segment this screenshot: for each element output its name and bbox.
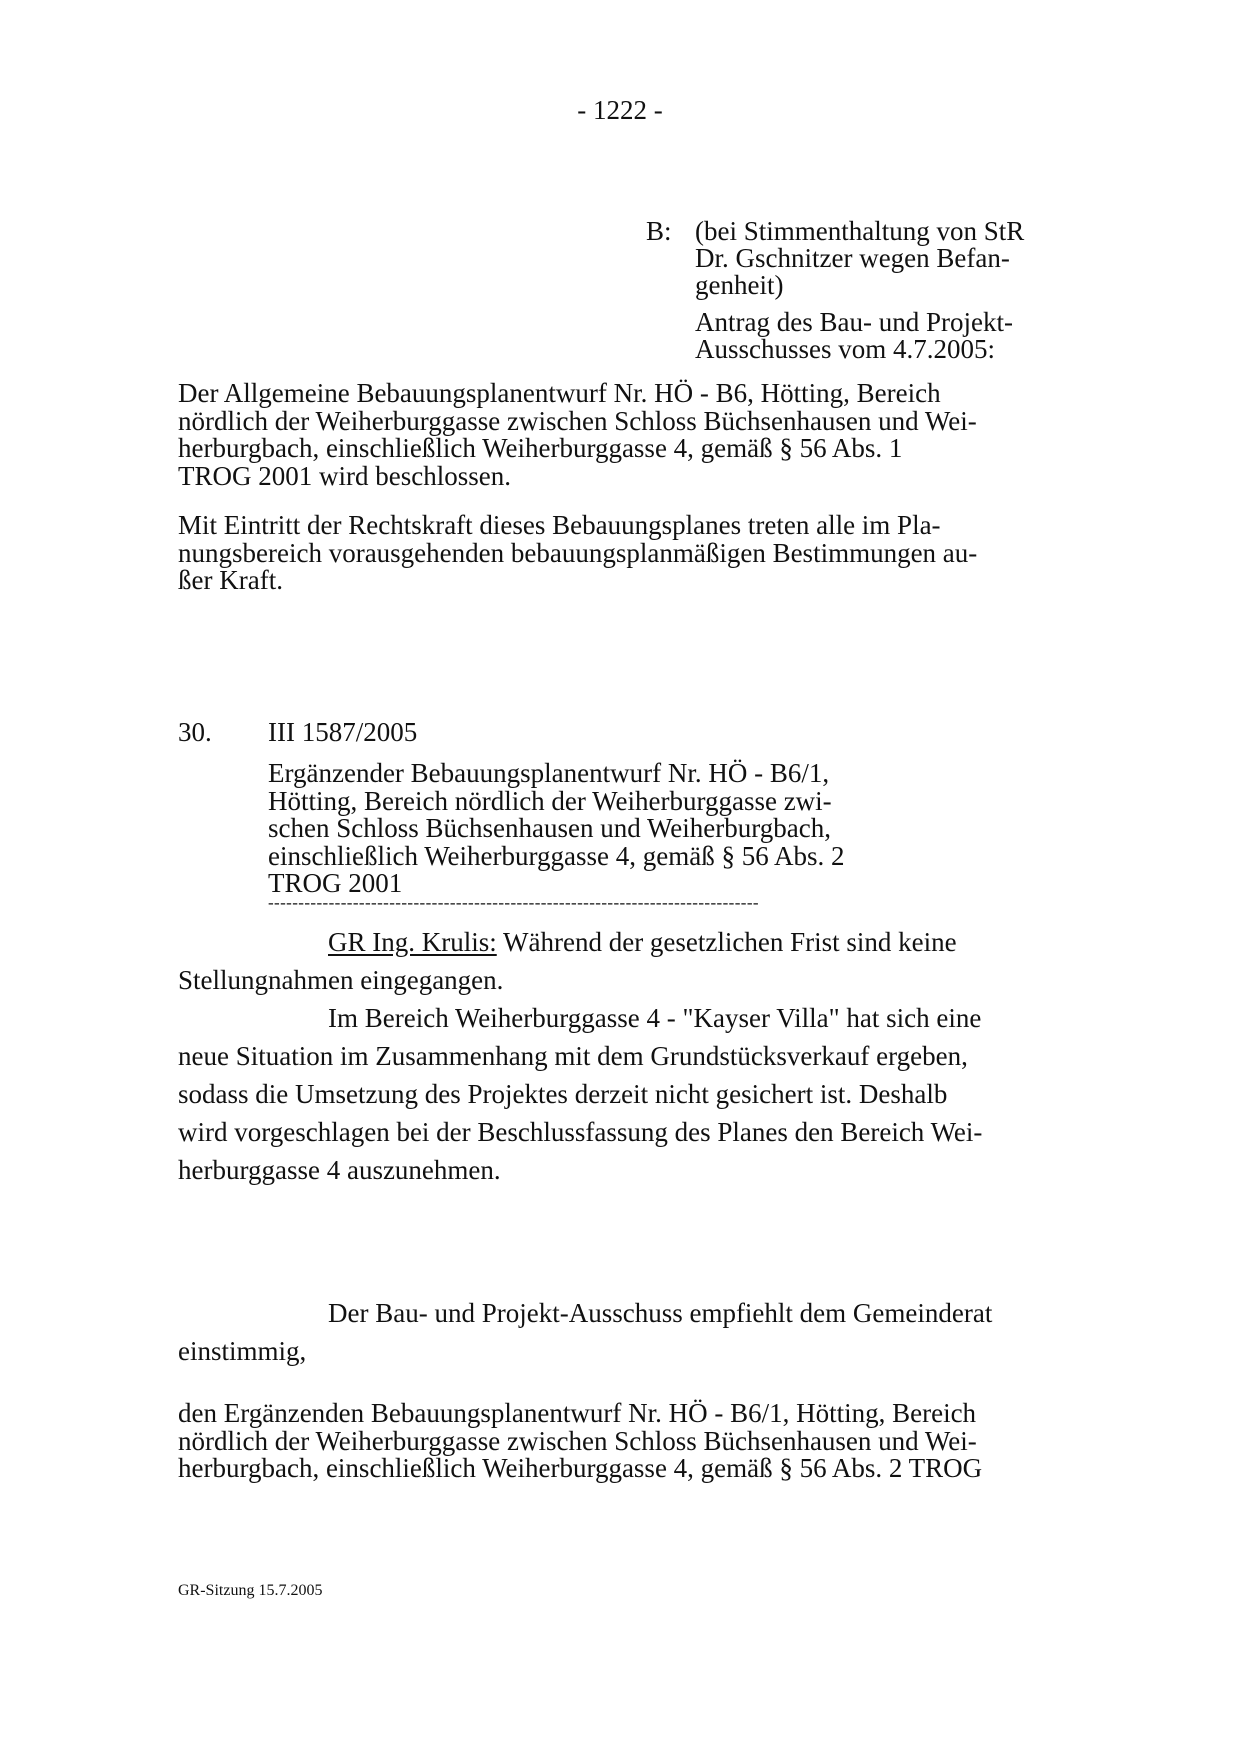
recommendation-line-1: Der Bau- und Projekt-Ausschuss empfiehlt dem Gemeinderat xyxy=(328,1298,993,1328)
recommendation-line-2: einstimmig, xyxy=(178,1336,307,1366)
report-line-2: Stellungnahmen eingegangen. xyxy=(178,965,504,995)
report-line-5: sodass die Umsetzung des Projektes derzeit nicht gesichert ist. Deshalb xyxy=(178,1079,948,1109)
decision-label: B: xyxy=(646,216,672,246)
footer-session-date: GR-Sitzung 15.7.2005 xyxy=(178,1582,323,1599)
speaker-name: GR Ing. Krulis: xyxy=(328,927,497,957)
page-number: - 1222 - xyxy=(577,95,663,125)
report-line-7: herburggasse 4 auszunehmen. xyxy=(178,1155,501,1185)
repeal-paragraph: Mit Eintritt der Rechtskraft dieses Bebauungsplanes treten alle im Pla- nungsbereich vorausgehenden bebauungsplanmäßigen Bestimmungen au- ßer Kraft. xyxy=(178,510,978,595)
agenda-item-number: 30. xyxy=(178,717,212,747)
final-paragraph: den Ergänzenden Bebauungsplanentwurf Nr. HÖ - B6/1, Hötting, Bereich nördlich der Weiherburggasse zwischen Schloss Büchsenhausen und Wei- herburgbach, einschließlich Weiherburggasse 4, gemäß § 56 Abs. 2 TROG xyxy=(178,1398,983,1483)
report-line-4: neue Situation im Zusammenhang mit dem Grundstücksverkauf ergeben, xyxy=(178,1041,968,1071)
motion-reference: Antrag des Bau- und Projekt- Ausschusses vom 4.7.2005: xyxy=(695,307,1013,364)
resolution-paragraph: Der Allgemeine Bebauungsplanentwurf Nr. HÖ - B6, Hötting, Bereich nördlich der Weiherburggasse zwischen Schloss Büchsenhausen und Wei- herburgbach, einschließlich Weiherburggasse 4, gemäß § 56 Abs. 1 TROG 2001 wird beschlossen. xyxy=(178,378,977,491)
decision-block xyxy=(695,218,1075,363)
report-line-3: Im Bereich Weiherburggasse 4 - "Kayser Villa" hat sich eine xyxy=(328,1003,982,1033)
agenda-item-reference: III 1587/2005 xyxy=(268,717,418,747)
agenda-item-title: Ergänzender Bebauungsplanentwurf Nr. HÖ - B6/1, Hötting, Bereich nördlich der Weiherburggasse zwi- schen Schloss Büchsenhausen und Weiherburgbach, einschließlich Weiherburggasse 4, gemäß § 56 Abs. 2 TROG 2001 xyxy=(268,758,845,898)
abstention-note: (bei Stimmenthaltung von StR Dr. Gschnitzer wegen Befan- genheit) xyxy=(695,216,1025,300)
report-text-1: Während der gesetzlichen Frist sind keine xyxy=(496,927,957,957)
report-line-6: wird vorgeschlagen bei der Beschlussfassung des Planes den Bereich Wei- xyxy=(178,1117,983,1147)
report-line-1 xyxy=(328,923,957,961)
separator-rule: --------------------------------------------------------------------------------- xyxy=(268,894,759,912)
